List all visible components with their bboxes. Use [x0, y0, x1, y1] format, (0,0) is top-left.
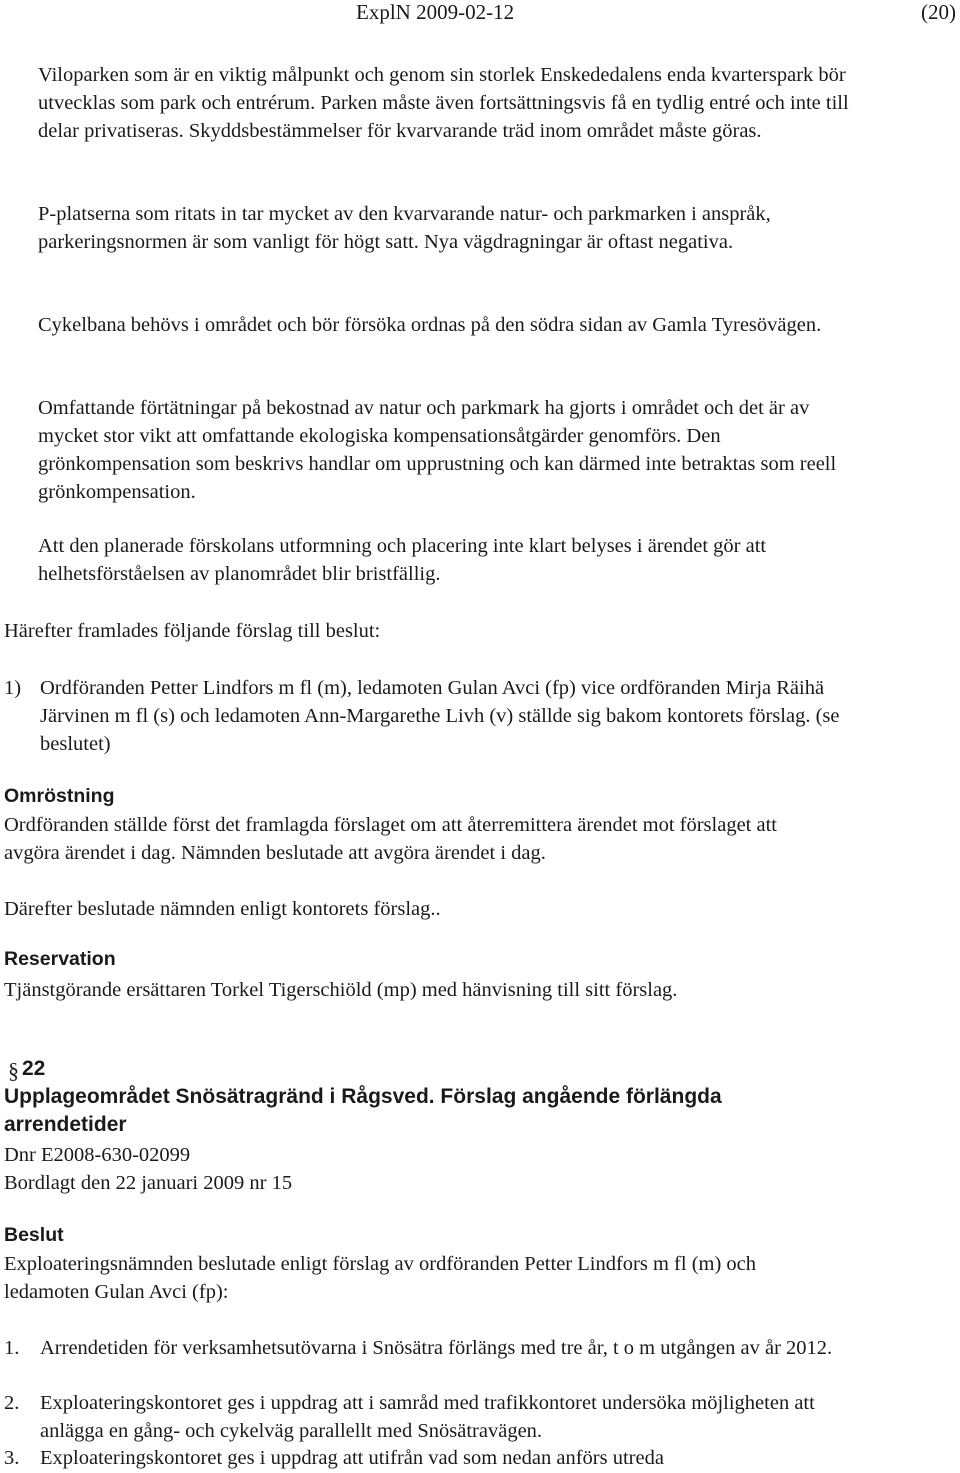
paragraph-viloparken: Viloparken som är en viktig målpunkt och genom sin storlek Enskededalens enda kvarterspark bör utvecklas som park och entrérum. Parken måste även fortsättningsvis få en tydlig entré och inte till delar privatiseras. Skyddsbestämmelser för kvarvarande träd inom området måste göras.: [38, 64, 849, 142]
vote-decision: Därefter beslutade nämnden enligt kontorets förslag..: [4, 898, 441, 920]
paragraph-fortatningar: Omfattande förtätningar på bekostnad av natur och parkmark ha gjorts i området och det är av mycket stor vikt att omfattande ekologiska kompensationsåtgärder genomförs. Den grönkompensation som beskrivs handlar om upprustning och kan därmed inte betraktas som reell grönkompensation.: [38, 397, 837, 503]
paragraph-forskola: Att den planerade förskolans utformning och placering inte klart belyses i ärendet gör att helhetsförståelsen av planområdet blir bristfällig.: [38, 535, 767, 585]
proposal-number: 1): [4, 677, 22, 699]
section-tabled: Bordlagt den 22 januari 2009 nr 15: [4, 1172, 293, 1194]
decision-item: [0, 1444, 900, 1472]
decision-item-text: Exploateringskontoret ges i uppdrag att i samråd med trafikkontoret undersöka möjligheten att anlägga en gång- och cykelväg parallellt med Snösätravägen.: [40, 1392, 815, 1442]
decision-text: Exploateringsnämnden beslutade enligt förslag av ordföranden Petter Lindfors m fl (m) och ledamoten Gulan Avci (fp):: [4, 1253, 757, 1303]
reservation-heading: Reservation: [4, 948, 116, 970]
vote-heading: Omröstning: [4, 785, 115, 807]
decision-item-number: 1.: [4, 1337, 20, 1359]
section-title: Upplageområdet Snösätragränd i Rågsved. Förslag angående förlängda arrendetider: [4, 1085, 722, 1136]
decision-item: [0, 1334, 900, 1392]
decision-item-text: Exploateringskontoret ges i uppdrag att utifrån vad som nedan anförs utreda: [40, 1447, 664, 1469]
proposals-intro: Härefter framlades följande förslag till beslut:: [4, 620, 381, 642]
proposal-text: Ordföranden Petter Lindfors m fl (m), ledamoten Gulan Avci (fp) vice ordföranden Mirja Räihä Järvinen m fl (s) och ledamoten Ann-Margarethe Livh (v) ställde sig bakom kontorets förslag. (se beslutet): [40, 677, 840, 755]
decision-item: [0, 1389, 900, 1447]
vote-text: Ordföranden ställde först det framlagda förslaget om att återremittera ärendet mot förslaget att avgöra ärendet i dag. Nämnden beslutade att avgöra ärendet i dag.: [4, 814, 777, 864]
paragraph-p-platser: P-platserna som ritats in tar mycket av den kvarvarande natur- och parkmarken i anspråk, parkeringsnormen är som vanligt för högt satt. Nya vägdragningar är oftast negativa.: [38, 203, 771, 253]
section-symbol: §: [8, 1058, 19, 1083]
reservation-text: Tjänstgörande ersättaren Torkel Tigerschiöld (mp) med hänvisning till sitt förslag.: [4, 979, 678, 1001]
section-dnr: Dnr E2008-630-02099: [4, 1144, 191, 1166]
decision-heading: Beslut: [4, 1224, 64, 1246]
paragraph-cykelbana: Cykelbana behövs i området och bör försöka ordnas på den södra sidan av Gamla Tyresövägen.: [38, 314, 822, 336]
decision-item-text: Arrendetiden för verksamhetsutövarna i Snösätra förlängs med tre år, t o m utgången av år 2012.: [40, 1337, 833, 1359]
decision-item-number: 3.: [4, 1447, 20, 1469]
page-number: (20): [921, 0, 956, 24]
section-number: 22: [22, 1057, 46, 1080]
decision-item-number: 2.: [4, 1392, 20, 1414]
document-reference: ExplN 2009-02-12: [356, 0, 515, 24]
proposal-item: [0, 674, 900, 764]
